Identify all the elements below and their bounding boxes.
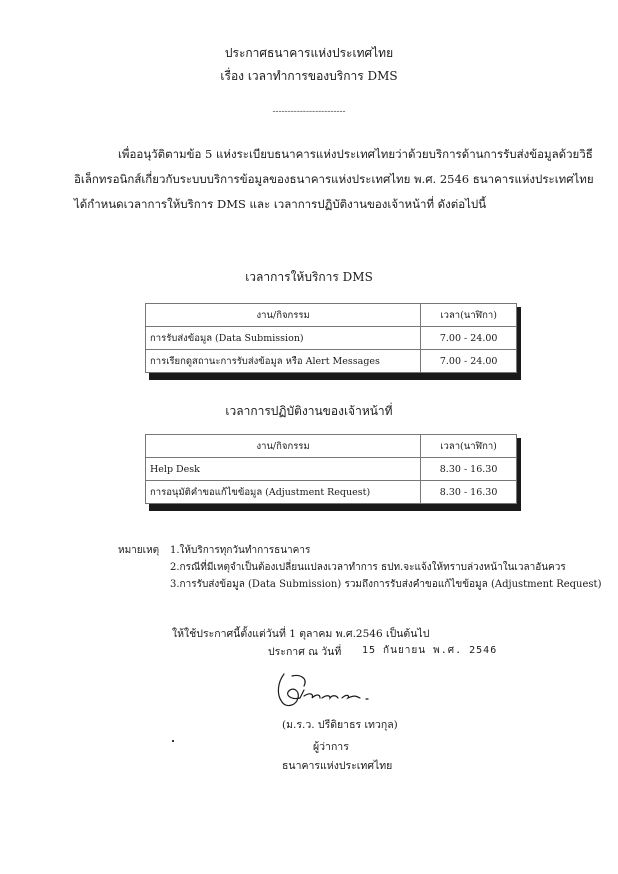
table-row xyxy=(146,350,517,373)
time-cell: 7.00 - 24.00 xyxy=(421,327,517,350)
staff-hours-table xyxy=(145,434,517,504)
intro-line-2: อิเล็กทรอนิกส์เกี่ยวกับระบบบริการข้อมูลของธนาคารแห่งประเทศไทย พ.ศ. 2546 ธนาคารแห่งประเทศไทย xyxy=(74,172,594,186)
staff-hours-heading: เวลาการปฏิบัติงานของเจ้าหน้าที่ xyxy=(225,404,393,418)
intro-line-3: ได้กำหนดเวลาการให้บริการ DMS และ เวลาการปฏิบัติงานของเจ้าหน้าที่ ดังต่อไปนี้ xyxy=(74,197,487,211)
remark-item: 2.กรณีที่มีเหตุจำเป็นต้องเปลี่ยนแปลงเวลาทำการ ธปท.จะแจ้งให้ทราบล่วงหน้าในเวลาอันควร xyxy=(170,562,566,573)
remark-item: 1.ให้บริการทุกวันทำการธนาคาร xyxy=(170,545,311,556)
time-cell: 8.30 - 16.30 xyxy=(421,481,517,504)
signatory-organization: ธนาคารแห่งประเทศไทย xyxy=(282,760,393,772)
table-row xyxy=(146,481,517,504)
intro-line-1: เพื่ออนุวัติตามข้อ 5 แห่งระเบียบธนาคารแห่งประเทศไทยว่าด้วยบริการด้านการรับส่งข้อมูลด้วยวิธี xyxy=(118,147,593,161)
task-cell: Help Desk xyxy=(146,458,421,481)
table-row xyxy=(146,458,517,481)
announcement-subject: เรื่อง เวลาทำการของบริการ DMS xyxy=(220,69,398,83)
service-hours-table xyxy=(145,303,517,373)
table-header-row xyxy=(146,435,517,458)
column-header-time: เวลา(นาฬิกา) xyxy=(421,435,517,458)
time-cell: 7.00 - 24.00 xyxy=(421,350,517,373)
task-cell: การรับส่งข้อมูล (Data Submission) xyxy=(146,327,421,350)
column-header-task: งาน/กิจกรรม xyxy=(146,304,421,327)
time-cell: 8.30 - 16.30 xyxy=(421,458,517,481)
table-row xyxy=(146,327,517,350)
remarks-label: หมายเหตุ xyxy=(118,545,160,556)
task-cell: การเรียกดูสถานะการรับส่งข้อมูล หรือ Alert Messages xyxy=(146,350,421,373)
signatory-title: ผู้ว่าการ xyxy=(313,741,349,753)
remark-item: 3.การรับส่งข้อมูล (Data Submission) รวมถึงการรับส่งคำขอแก้ไขข้อมูล (Adjustment Request) xyxy=(170,579,602,590)
signature-image xyxy=(270,668,380,712)
effective-date-line: ให้ใช้ประกาศนี้ตั้งแต่วันที่ 1 ตุลาคม พ.ศ.2546 เป็นต้นไป xyxy=(172,628,430,640)
announcement-date-prefix: ประกาศ ณ วันที่ xyxy=(268,646,342,658)
announcement-date-value: 15 กันยายน พ.ศ. 2546 xyxy=(362,645,498,656)
table-header-row xyxy=(146,304,517,327)
title-separator: ------------------------ xyxy=(272,107,346,117)
column-header-task: งาน/กิจกรรม xyxy=(146,435,421,458)
service-hours-heading: เวลาการให้บริการ DMS xyxy=(245,270,373,284)
task-cell: การอนุมัติคำขอแก้ไขข้อมูล (Adjustment Request) xyxy=(146,481,421,504)
stray-dot xyxy=(172,740,174,742)
signatory-name: (ม.ร.ว. ปรีดิยาธร เทวกุล) xyxy=(282,719,398,731)
announcement-title: ประกาศธนาคารแห่งประเทศไทย xyxy=(224,46,394,60)
column-header-time: เวลา(นาฬิกา) xyxy=(421,304,517,327)
